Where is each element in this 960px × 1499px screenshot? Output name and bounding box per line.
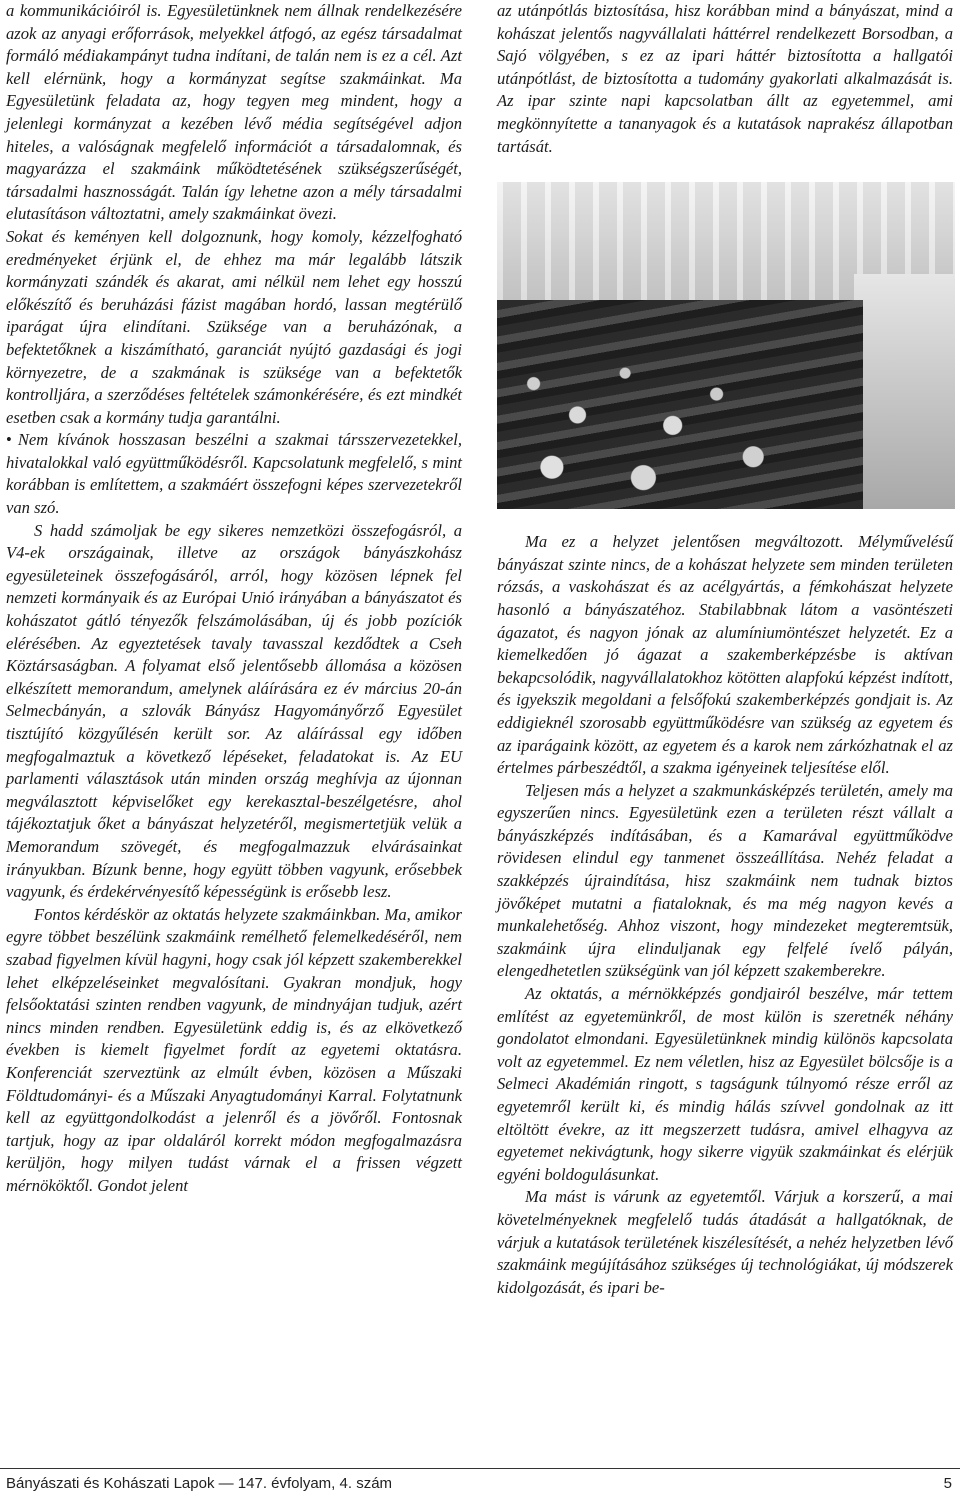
photo-seated-audience [497,300,863,509]
paragraph-right-1: az utánpótlás biztosítása, hisz korábban mind a bányászat, mind a kohászat jelentős nagyvállalati háttérrel rendelkezett Borsodban, a Sajó völgyében, s ez az ipari háttér biztosította a hallgatói utánpótlást, de biztosította a tudomány gyakorlati alkalmazását is. Az ipar szinte napi kapcsolatban állt az egyetemmel, ami megkönnyítette a tananyagok és a kutatások naprakész állapotban tartását. [497,1,953,156]
conference-audience-photo [497,182,955,509]
paragraph-left-1: a kommunikációiról is. Egyesületünknek nem állnak rendelkezésére azok az anyagi erőforrások, melyekkel átfogó, az egész társadalmat formáló médiakampányt tudna indítani, de talán nem is ez a cél. Azt kell elérnünk, hogy a kormányzat segítse szakmáinkat. Ma Egyesületünk feladata az, hogy tegyen meg mindent, hogy a jelenlegi kormányzat a kezében lévő média segítségével adjon hiteles, a valóságnak megfelelő információt a társadalomnak, és magyarázza el szakmáink működtetésének szükségszerűségét, társadalmi hasznosságát. Talán így lehetne azon a mély társadalmi elutasításon változtatni, amely szakmáinkat övezi. [6,1,462,224]
page-number: 5 [943,1475,952,1492]
paragraph-right-4: Az oktatás, a mérnökképzés gondjairól beszélve, már tettem említést az egyetemünkről, de most külön is szeretnék néhány gondolatot elmondani. Egyesületünknek mindig különös kapcsolata volt az egyetemmel. Ez nem véletlen, hisz az Egyesület bölcsője is a Selmeci Akadémián ringott, s tagságunk túlnyomó része erről az egyetemről került ki, és mindig hálás szívvel gondolnak az itt eltöltött évekre, az itt megszerzett tudásra, amivel elhagyva az egyetemet nekivágtunk, hogy sikerre vigyük szakmáinkat és elérjük egyéni boldogulásunkat. [497,984,953,1184]
footer-journal-title: Bányászati és Kohászati Lapok — 147. évfolyam, 4. szám [6,1475,393,1492]
left-column [6,0,462,1197]
paragraph-left-3: Nem kívánok hosszasan beszélni a szakmai társszervezetekkel, hivatalokkal való együttműködésről. Kapcsolatunk megfelelő, s mint korábban is említettem, a szakmáért összefogni képes szervezetekről van szó. [6,430,462,518]
paragraph-right-5: Ma mást is várunk az egyetemtől. Várjuk a korszerű, a mai követelményeknek megfelelő tudás átadását a hallgatóknak, de várjuk a kutatások területének kiszélesítését, a nehéz helyzetben lévő szakmáink megújításához szükséges új technológiákat, új módszerek kidolgozását, és ipari be- [497,1187,953,1297]
paragraph-right-2: Ma ez a helyzet jelentősen megváltozott. Mélyművelésű bányászat szinte nincs, de a kohászat helyzete sem minden területen rózsás, a vaskohászat és az acélgyártás, a fémkohászat helyzete hasonló a bányászatéhoz. Stabilabbnak látom a vasöntészeti ágazatot, és nagyon jónak az alumíniumöntészet helyzetét. Ez a kiemelkedően jó ágazat a szakemberképzésbe is aktívan bekapcsolódik, nagyvállalatokhoz kötötten alapfokú képzést indított, és igyekszik megoldani a felsőfokú szakemberképzés gondjait is. Az eddigieknél szorosabb együttműködésre van szükség az egyetem és az iparágaink között, az egyetem és a karok nem zárkózhatnak el az értelmes párbeszédtől, a szakma igényeinek teljesítése elől. [497,532,953,778]
paragraph-left-5: Fontos kérdéskör az oktatás helyzete szakmáinkban. Ma, amikor egyre többet beszélünk szakmáink remélhető felemelkedéséről, nem szabad figyelmen kívül hagyni, hogy csak jól képzett szakemberekkel lehet elképzeléseinket megvalósítani. Gyakran mondjuk, hogy felsőoktatási szinten rendben vagyunk, de mindnyájan tudjuk, azért nincs minden rendben. Egyesületünk eddig is, és az elkövetkező években is kiemelt figyelmet fordít az egyetemi oktatásra. Konferenciát szerveztünk az elmúlt évben, közösen a Műszaki Földtudományi- és a Műszaki Anyagtudományi Karral. Folytatnunk kell az együttgondolkodást a jelenről és a jövőről. Fontosnak tartjuk, hogy az ipar oldaláról korrekt módon megfogalmazásra kerüljön, hogy milyen tudást várnak el a frissen végzett mérnököktől. Gondot jelent [6,904,462,1195]
bullet-icon: • [6,430,12,450]
paragraph-right-3: Teljesen más a helyzet a szakmunkásképzés területén, amely ma egyszerűen nincs. Egyesületünk ezen a területen részt vállalt a bányászképzés indításában, és a Kamarával együttműködve rövidesen elindul egy tanmenet összeállítása. Nehéz feladat a szakképzés újraindítása, hisz szakmáink nem tudnak biztos jövőképet mutatni a fiataloknak, és ma még nagyon kevés a munkalehetőség. Ahhoz viszont, hogy mindezeket megteremtsük, szakmáink újra elinduljanak egy felfelé ívelő pályán, elengedhetetlen szükségünk van jól képzett szakemberekre. [497,780,953,981]
right-column [497,0,953,1299]
paragraph-left-4: S hadd számoljak be egy sikeres nemzetközi összefogásról, a V4-ek országainak, illetve az országok bányászkohász egyesületeinek összefogásáról, arról, hogy közösen lépnek fel nemzeti kormányaik és az Európai Unió irányában a bányászatot és kohászatot gátló tényezők felszámolásában, új és jobb pozíciók elérésében. Az egyeztetések tavaly tavasszal kezdődtek a Cseh Köztársaságban. A folyamat első jelentősebb állomása a közösen elkészített memorandum, amelynek aláírására ez év március 20-án Selmecbányán, a szlovák Bányász Hagyományőrző Egyesület tisztújító közgyűlésén került sor. Az aláírással egy időben megfogalmaztuk a következő lépéseket, feladatokat is. Az EU parlamenti választások után minden ország meghívja az újonnan megválasztott képviselőket egy kerekasztal-beszélgetésre, ahol tájékoztatjuk őket a bányászat helyzetéről, megismertetjük velük a Memorandum szövegét, és megfogalmazzuk elvárásainkat irányukban. Bízunk benne, hogy együtt többen vagyunk, erősebbek vagyunk, és érdekérvényesítő képességünk is erősebb lesz. [6,520,462,902]
bullet-paragraph [6,429,462,519]
paragraph-left-2: Sokat és keményen kell dolgoznunk, hogy komoly, kézzelfogható eredményeket érjünk el, de ehhez ma már legalább látszik kormányzati szándék és akarat, ami nélkül nem lehet egy hosszú előkészítő és beruházási fázist magában hordó, lassan megtérülő iparágat újra elindítani. Szüksége van a beruházónak, a befektetőknek a kiszámítható, garanciát nyújtó gazdasági és jogi környezetre, de a szakmának is szüksége van a befektetők kontrolljára, a szerződéses feltételek számonkérésére, és ezt mindkét esetben csak a kormány tudja garantálni. [6,226,462,427]
footer-divider [0,1468,960,1469]
photo-stage-area [854,274,955,509]
